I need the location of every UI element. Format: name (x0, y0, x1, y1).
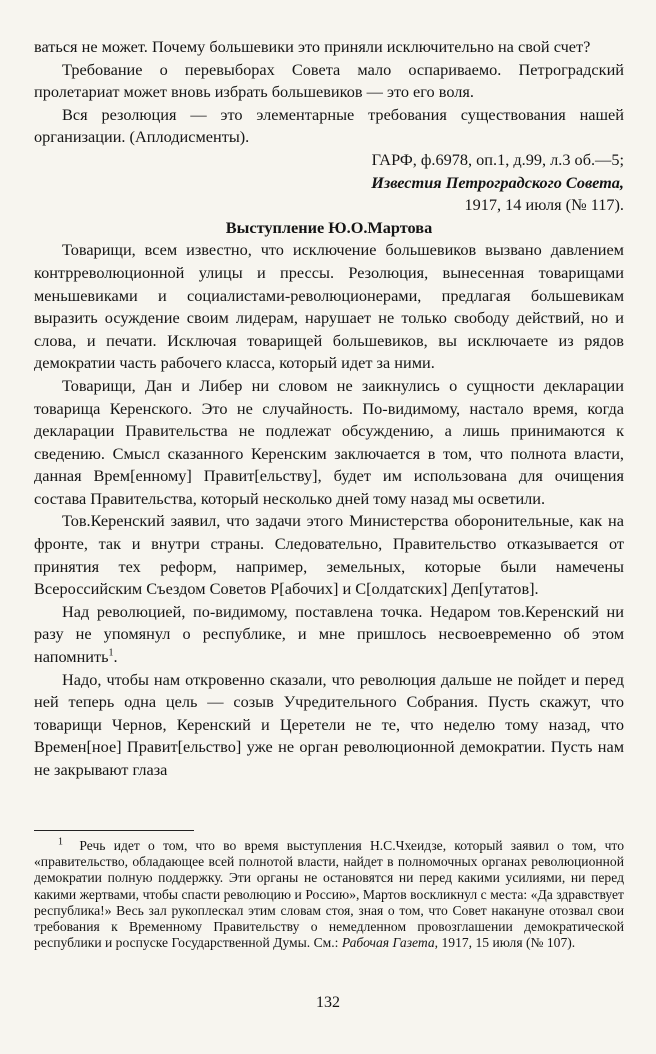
source-date: 1917, 14 июля (№ 117). (464, 195, 624, 215)
main-text (34, 36, 624, 782)
footnote (34, 838, 624, 951)
footnote-reference: 1 (108, 647, 114, 659)
source-newspaper: Известия Петроградского Совета, (371, 172, 624, 192)
footnote-tail: , 1917, 15 июля (№ 107). (434, 935, 576, 951)
source-newspaper-line (34, 172, 624, 195)
paragraph-continuation: ваться не может. Почему большевики это приняли исключительно на свой счет? (34, 37, 591, 56)
footnote-newspaper: Рабочая Газета (341, 935, 435, 951)
footnote-text (34, 838, 624, 951)
section-heading: Выступление Ю.О.Мартова (225, 217, 433, 237)
paragraph-demand: Требование о перевыборах Совета мало оспариваемо. Петроградский пролетариат может вновь избрать большевиков — это его воля. (34, 59, 624, 102)
page-number: 132 (316, 994, 340, 1011)
paragraph-text: Над революцией, по-видимому, поставлена точка. Недаром тов.Керенский ни разу не упомянул о республике, и мне пришлось несвоевременно об этом напомнить (34, 601, 624, 667)
footnote-mark: 1 (58, 836, 63, 848)
paragraph: Надо, чтобы нам откровенно сказали, что революция дальше не пойдет и перед ней теперь одна цель — созыв Учредительного Собрания. Пусть скажут, что товарищи Чернов, Керенский и Церетели не те, что неделю тому назад, что Времен[ное] Правит[ельство] уже не орган революционной демократии. Пусть нам не закрывают глаза (34, 669, 624, 779)
paragraph: Тов.Керенский заявил, что задачи этого Министерства оборонительные, как на фронте, так и внутри страны. Следовательно, Правительство отказывается от принятия тех реформ, например, земельных, которые были намечены Всероссийским Съездом Советов Р[абочих] и С[олдатских] Деп[утатов]. (34, 511, 624, 599)
source-archive: ГАРФ, ф.6978, оп.1, д.99, л.3 об.—5; (371, 149, 624, 169)
footnote-divider (34, 830, 194, 831)
paragraph-resolution: Вся резолюция — это элементарные требования существования нашей организации. (Аплодисменты). (34, 104, 624, 147)
paragraph-with-note: Над революцией, по-видимому, поставлена точка. Недаром тов.Керенский ни разу не упомянул о республике, и мне пришлось несвоевременно об этом напомнить$^1$. (34, 601, 624, 667)
paragraph: Товарищи, всем известно, что исключение большевиков вызвано давлением контрреволюционной улицы и прессы. Резолюция, вынесенная товарищами меньшевиками и социалистами-революционерами, предлагая большевикам выразить осуждение своим лидерам, нарушает не только свободу действий, но и слова, и печати. Исключая товарищей большевиков, вы исключаете из рядов демократии часть рабочего класса, который идет за ними. (34, 240, 624, 373)
footnote-body: Речь идет о том, что во время выступления Н.С.Чхеидзе, который заявил о том, что «правительство, обладающее всей полнотой власти, найдет в полномочных органах революционной демократии полную поддержку. Эти органы не остановятся ни перед какими усилиями, ни перед какими жертвами, чтобы спасти революцию и Россию», Мартов воскликнул с места: «Да здравствует республика!» Весь зал рукоплескал этим словам стоя, зная о том, что Совет накануне отозвал свои требования к Временному Правительству о немедленном провозглашении демократической республики и роспуске Государственной Думы. См.: (34, 838, 624, 951)
paragraph: Товарищи, Дан и Либер ни словом не заикнулись о сущности декларации товарища Керенского. Это не случайность. По-видимому, настало время, когда декларации Правительства не подлежат обсуждению, а лишь принимаются к сведению. Смысл сказанного Керенским заключается в том, что полнота власти, данная Врем[енному] Правит[ельству], будет им использована для очищения состава Правительства, который несколько дней тому назад мы осветили. (34, 375, 624, 508)
